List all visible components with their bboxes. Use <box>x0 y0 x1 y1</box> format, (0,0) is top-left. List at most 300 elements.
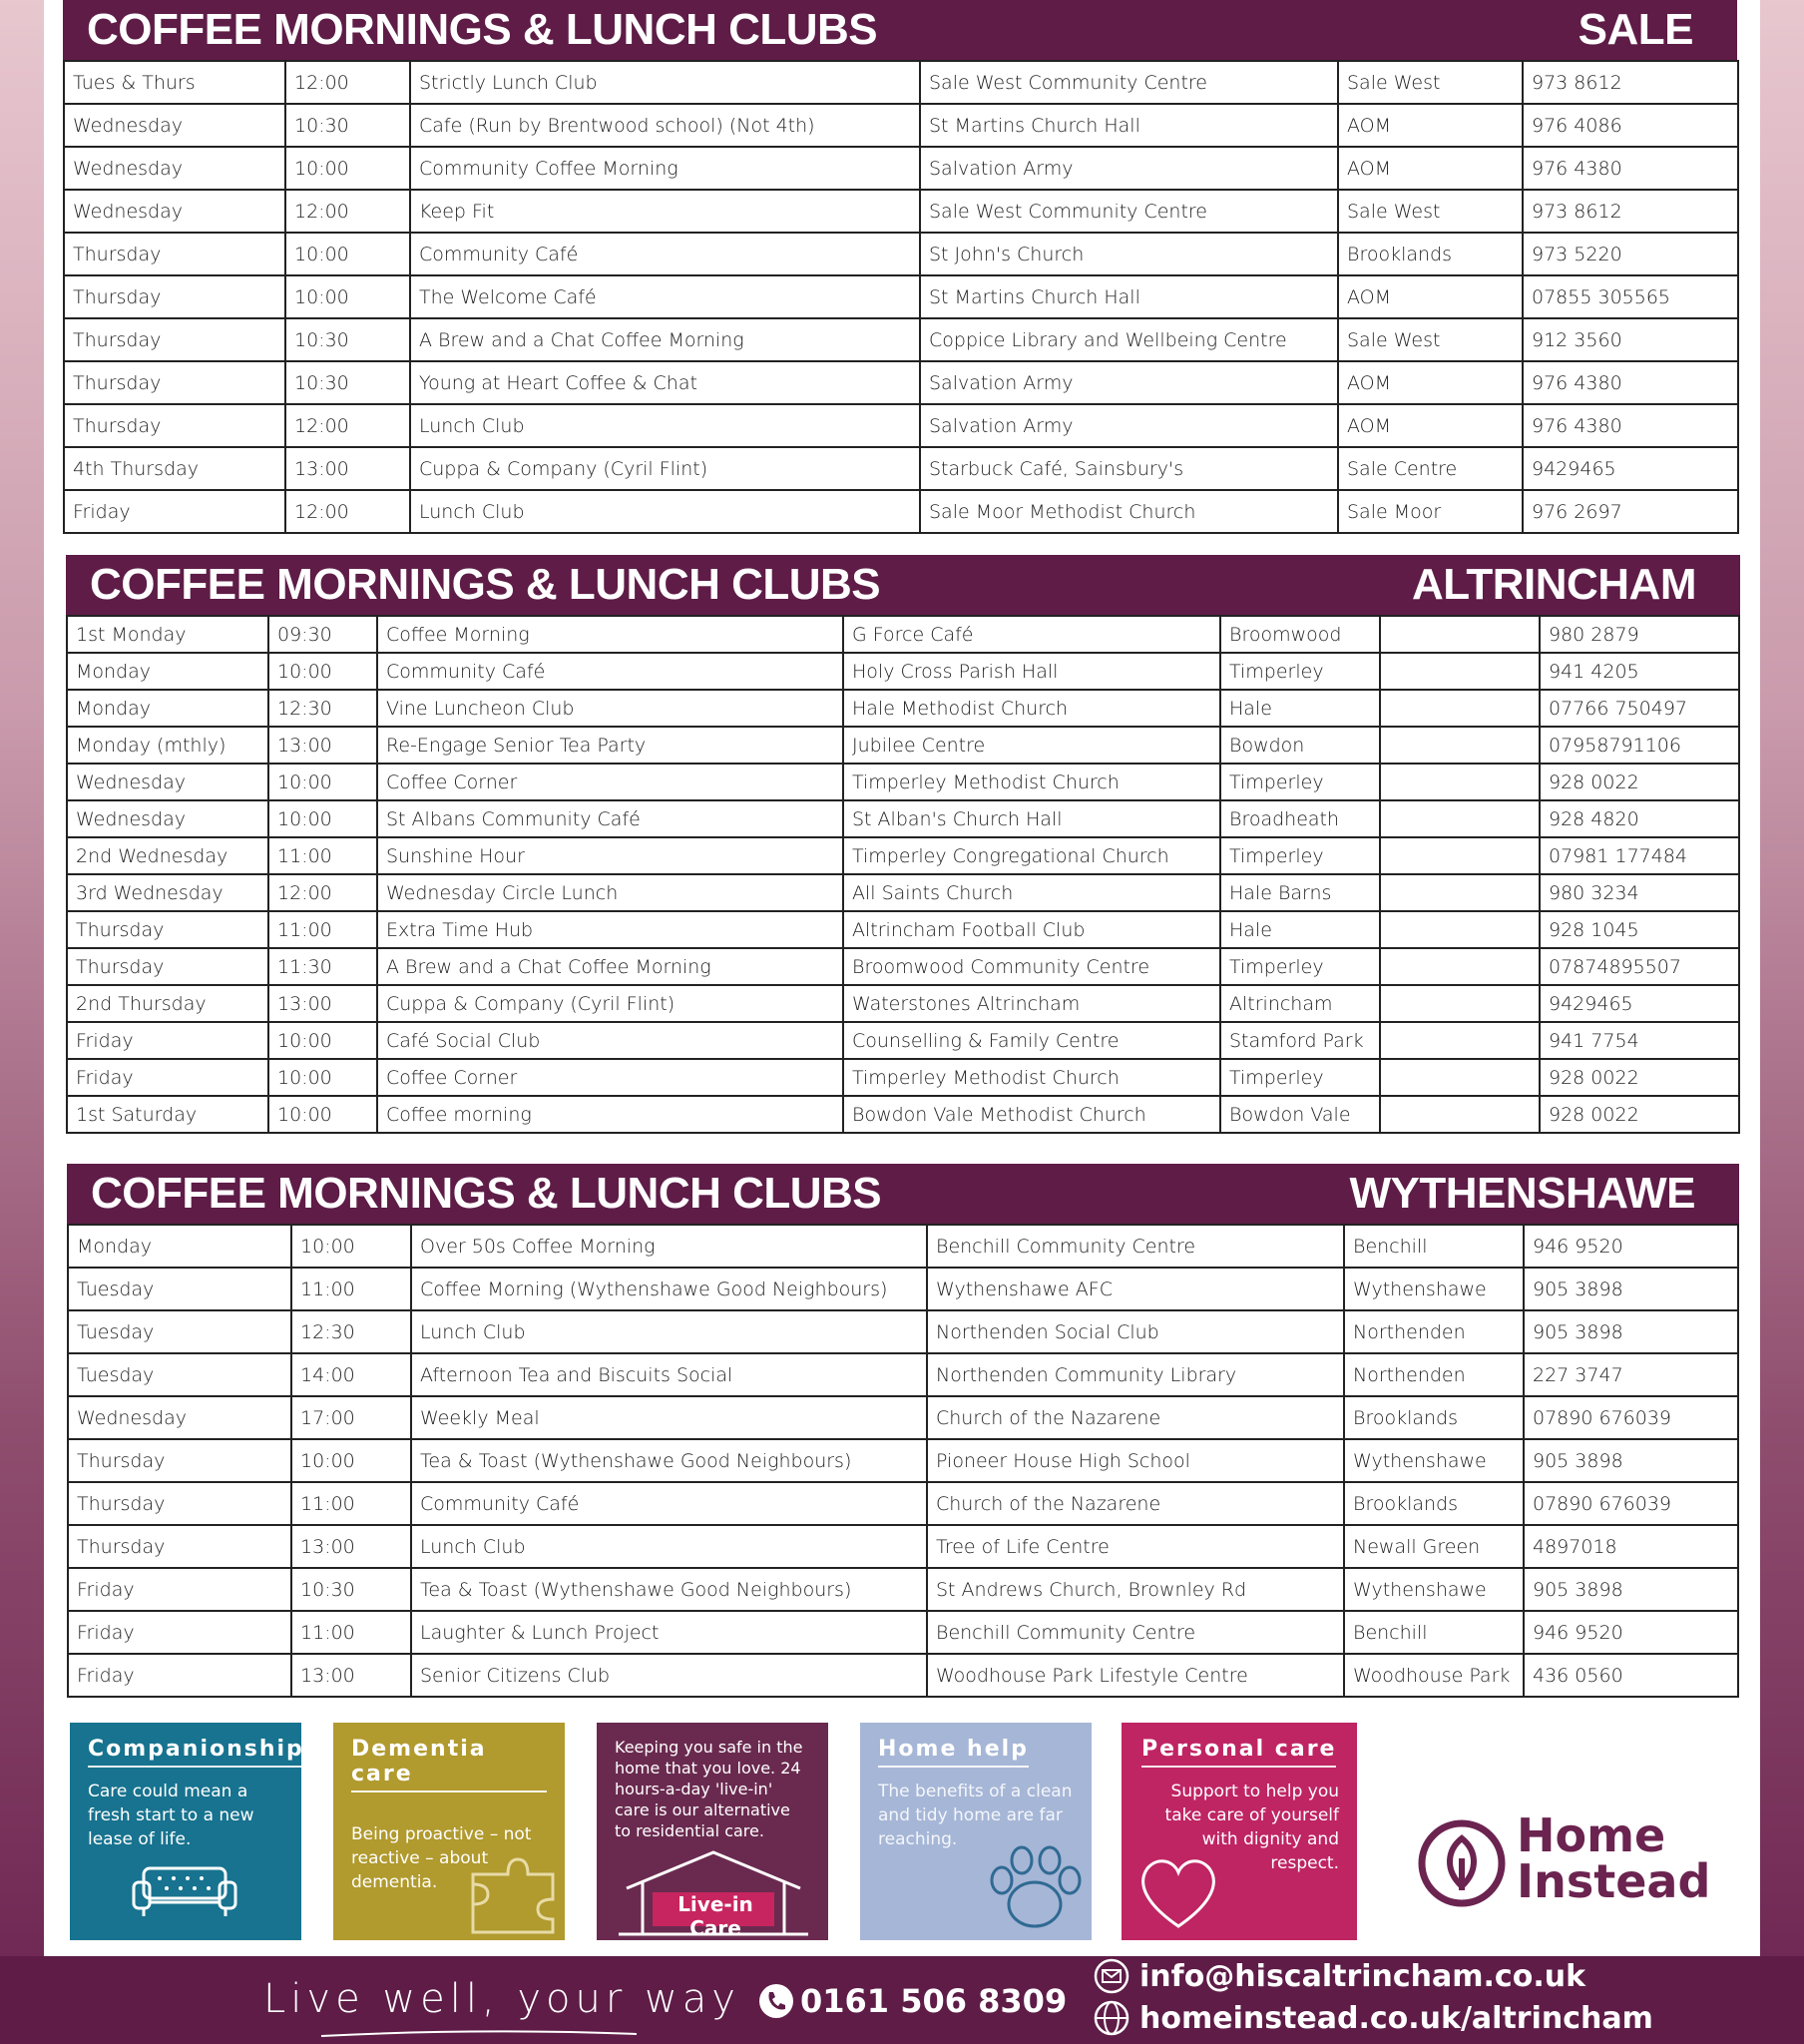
table-cell: Stamford Park <box>1220 1022 1380 1059</box>
table-cell: Broomwood <box>1220 616 1380 653</box>
table-row <box>67 653 1739 690</box>
table-cell: Tree of Life Centre <box>927 1525 1344 1568</box>
table-cell: Café Social Club <box>377 1022 843 1059</box>
table-cell: Benchill Community Centre <box>927 1225 1344 1268</box>
table-row <box>67 837 1739 874</box>
table-cell: 07874895507 <box>1540 948 1739 985</box>
table-cell: 11:00 <box>291 1482 411 1525</box>
table-cell: Weekly Meal <box>411 1396 927 1439</box>
table-cell: Wythenshawe <box>1344 1568 1524 1611</box>
table-cell: 928 1045 <box>1540 911 1739 948</box>
table-cell: Wednesday <box>68 1396 291 1439</box>
section-region: WYTHENSHAWE <box>1349 1169 1695 1218</box>
table-cell: Over 50s Coffee Morning <box>411 1225 927 1268</box>
table-cell: Re-Engage Senior Tea Party <box>377 727 843 764</box>
table-cell: Cuppa & Company (Cyril Flint) <box>377 985 843 1022</box>
table-cell: Sale West <box>1338 61 1523 104</box>
table-cell <box>1380 837 1540 874</box>
table-row <box>68 1525 1738 1568</box>
table-cell: Broadheath <box>1220 800 1380 837</box>
table-cell: Sale Centre <box>1338 447 1523 490</box>
table-row <box>64 404 1738 447</box>
table-cell: 9429465 <box>1540 985 1739 1022</box>
table-cell <box>1380 800 1540 837</box>
table-cell: 4th Thursday <box>64 447 285 490</box>
table-cell: Hale <box>1220 911 1380 948</box>
table-cell: AOM <box>1338 104 1523 147</box>
table-cell: 227 3747 <box>1524 1353 1738 1396</box>
table-cell: 13:00 <box>291 1525 411 1568</box>
table-cell: 9429465 <box>1523 447 1738 490</box>
table-cell: 11:00 <box>291 1611 411 1654</box>
table-cell: Salvation Army <box>920 361 1338 404</box>
table-cell: Northenden Social Club <box>927 1310 1344 1353</box>
table-cell: Newall Green <box>1344 1525 1524 1568</box>
table-cell: Wednesday <box>64 147 285 190</box>
table-cell <box>1380 1022 1540 1059</box>
table-cell: Timperley Methodist Church <box>843 764 1220 800</box>
table-cell: Coffee morning <box>377 1096 843 1133</box>
table-row <box>68 1225 1738 1268</box>
table-cell: All Saints Church <box>843 874 1220 911</box>
sale-table <box>63 60 1739 534</box>
table-row <box>64 447 1738 490</box>
table-cell: Thursday <box>68 1482 291 1525</box>
table-cell <box>1380 1059 1540 1096</box>
table-cell: Salvation Army <box>920 147 1338 190</box>
table-cell <box>1380 948 1540 985</box>
table-cell: Northenden <box>1344 1310 1524 1353</box>
table-cell: Lunch Club <box>411 1525 927 1568</box>
table-cell: Coffee Corner <box>377 1059 843 1096</box>
tulip-icon <box>1417 1818 1507 1908</box>
table-row <box>67 800 1739 837</box>
section-banner <box>63 0 1737 60</box>
card-text: Care could mean a fresh start to a new lease of life. <box>88 1782 254 1849</box>
table-row <box>67 727 1739 764</box>
table-cell: 13:00 <box>268 985 377 1022</box>
card-title: Dementia care <box>351 1737 547 1792</box>
altrincham-table <box>66 615 1740 1134</box>
logo-line2: Instead <box>1517 1854 1711 1908</box>
table-cell: Community Coffee Morning <box>410 147 920 190</box>
page-sheet <box>44 0 1760 1956</box>
table-cell: Monday <box>67 690 268 727</box>
table-cell: 10:00 <box>268 1096 377 1133</box>
table-row <box>64 190 1738 233</box>
table-cell: St John's Church <box>920 233 1338 275</box>
table-cell: Senior Citizens Club <box>411 1654 927 1697</box>
table-row <box>64 61 1738 104</box>
table-cell: Cafe (Run by Brentwood school) (Not 4th) <box>410 104 920 147</box>
table-cell: 928 0022 <box>1540 764 1739 800</box>
table-cell: 13:00 <box>291 1654 411 1697</box>
table-cell: AOM <box>1338 404 1523 447</box>
table-cell: Thursday <box>68 1525 291 1568</box>
table-cell: Coffee Morning <box>377 616 843 653</box>
table-cell: Keep Fit <box>410 190 920 233</box>
table-cell: Sale West Community Centre <box>920 190 1338 233</box>
footer-phone[interactable] <box>758 1982 1067 2020</box>
email-address: info@hiscaltrincham.co.uk <box>1139 1958 1586 1994</box>
table-cell: Wythenshawe AFC <box>927 1268 1344 1310</box>
table-cell: 10:00 <box>291 1439 411 1482</box>
table-cell <box>1380 727 1540 764</box>
section-banner <box>66 555 1740 615</box>
table-cell: 12:00 <box>285 61 410 104</box>
table-cell: 11:00 <box>291 1268 411 1310</box>
table-cell: Wednesday <box>64 190 285 233</box>
section-altrincham <box>66 555 1740 1134</box>
table-row <box>67 911 1739 948</box>
table-cell: Wednesday Circle Lunch <box>377 874 843 911</box>
table-cell: Timperley <box>1220 764 1380 800</box>
table-cell: Strictly Lunch Club <box>410 61 920 104</box>
table-cell: Coffee Corner <box>377 764 843 800</box>
table-cell: Church of the Nazarene <box>927 1482 1344 1525</box>
table-cell: Hale <box>1220 690 1380 727</box>
table-row <box>67 764 1739 800</box>
table-cell: 928 0022 <box>1540 1096 1739 1133</box>
service-cards <box>70 1723 1746 1944</box>
table-cell: 07766 750497 <box>1540 690 1739 727</box>
table-cell: Tuesday <box>68 1268 291 1310</box>
table-row <box>64 147 1738 190</box>
table-cell: Friday <box>67 1022 268 1059</box>
table-cell: A Brew and a Chat Coffee Morning <box>377 948 843 985</box>
home-instead-logo <box>1417 1808 1746 1912</box>
table-cell: 10:30 <box>285 104 410 147</box>
table-cell: Holy Cross Parish Hall <box>843 653 1220 690</box>
table-cell: 11:30 <box>268 948 377 985</box>
table-cell: Lunch Club <box>410 404 920 447</box>
table-cell: Friday <box>67 1059 268 1096</box>
table-row <box>67 948 1739 985</box>
table-row <box>64 275 1738 318</box>
table-cell: Timperley <box>1220 837 1380 874</box>
table-cell: Thursday <box>67 948 268 985</box>
table-cell: St Martins Church Hall <box>920 104 1338 147</box>
table-row <box>64 318 1738 361</box>
table-cell: Brooklands <box>1338 233 1523 275</box>
section-region: ALTRINCHAM <box>1411 560 1696 609</box>
table-cell: Thursday <box>64 404 285 447</box>
table-cell: 946 9520 <box>1524 1225 1738 1268</box>
table-cell: AOM <box>1338 275 1523 318</box>
table-cell: 12:00 <box>268 874 377 911</box>
table-cell: Community Café <box>410 233 920 275</box>
table-cell <box>1380 1096 1540 1133</box>
table-cell: 10:00 <box>268 800 377 837</box>
table-cell: Friday <box>68 1654 291 1697</box>
table-cell: Tuesday <box>68 1353 291 1396</box>
card-home-help[interactable] <box>860 1723 1092 1940</box>
table-cell: 11:00 <box>268 911 377 948</box>
table-cell: Monday <box>67 653 268 690</box>
table-cell <box>1380 653 1540 690</box>
table-cell: Laughter & Lunch Project <box>411 1611 927 1654</box>
table-cell: Starbuck Café, Sainsbury's <box>920 447 1338 490</box>
table-cell: 13:00 <box>268 727 377 764</box>
table-row <box>68 1396 1738 1439</box>
table-cell: 10:00 <box>268 764 377 800</box>
card-text: Being proactive – not reactive – about dementia. <box>351 1824 532 1892</box>
table-cell: Bowdon Vale <box>1220 1096 1380 1133</box>
table-cell: Friday <box>68 1568 291 1611</box>
table-cell: Young at Heart Coffee & Chat <box>410 361 920 404</box>
table-cell: 912 3560 <box>1523 318 1738 361</box>
table-cell: Broomwood Community Centre <box>843 948 1220 985</box>
table-cell: 07855 305565 <box>1523 275 1738 318</box>
table-cell: 1st Monday <box>67 616 268 653</box>
table-row <box>64 233 1738 275</box>
table-cell: Wednesday <box>67 764 268 800</box>
table-cell: Tea & Toast (Wythenshawe Good Neighbours) <box>411 1568 927 1611</box>
email-icon <box>1094 1958 1129 1994</box>
table-cell: 12:00 <box>285 190 410 233</box>
table-cell: Coffee Morning (Wythenshawe Good Neighbours) <box>411 1268 927 1310</box>
table-cell: 905 3898 <box>1524 1568 1738 1611</box>
section-title: COFFEE MORNINGS & LUNCH CLUBS <box>91 1169 882 1218</box>
table-cell: Timperley <box>1220 1059 1380 1096</box>
table-cell: Northenden <box>1344 1353 1524 1396</box>
footer-website[interactable] <box>1094 2000 1653 2036</box>
table-cell: Salvation Army <box>920 404 1338 447</box>
table-cell: 946 9520 <box>1524 1611 1738 1654</box>
table-cell: 973 5220 <box>1523 233 1738 275</box>
table-row <box>68 1353 1738 1396</box>
table-cell: 973 8612 <box>1523 190 1738 233</box>
table-cell: Pioneer House High School <box>927 1439 1344 1482</box>
table-cell: Counselling & Family Centre <box>843 1022 1220 1059</box>
table-cell: 10:00 <box>268 1022 377 1059</box>
table-cell: Wednesday <box>67 800 268 837</box>
table-cell <box>1380 616 1540 653</box>
card-text: Support to help you take care of yourself with dignity and respect. <box>1164 1782 1339 1873</box>
table-cell: Altrincham <box>1220 985 1380 1022</box>
section-sale <box>63 0 1737 534</box>
table-row <box>67 616 1739 653</box>
table-cell: Sale Moor Methodist Church <box>920 490 1338 533</box>
table-cell: 13:00 <box>285 447 410 490</box>
table-cell: Thursday <box>64 318 285 361</box>
table-cell: Vine Luncheon Club <box>377 690 843 727</box>
table-cell: Thursday <box>64 275 285 318</box>
table-cell: 976 4380 <box>1523 361 1738 404</box>
table-cell: 17:00 <box>291 1396 411 1439</box>
table-cell: Friday <box>68 1611 291 1654</box>
table-cell: 2nd Thursday <box>67 985 268 1022</box>
section-banner <box>67 1164 1739 1224</box>
globe-icon <box>1094 2000 1129 2036</box>
table-cell: 905 3898 <box>1524 1439 1738 1482</box>
table-cell: Thursday <box>64 233 285 275</box>
footer-tagline: Live well, your way <box>263 1976 740 2022</box>
card-title: Personal care <box>1141 1737 1336 1768</box>
table-cell: A Brew and a Chat Coffee Morning <box>410 318 920 361</box>
table-cell: 10:00 <box>285 147 410 190</box>
table-cell: Community Café <box>377 653 843 690</box>
table-cell: 980 2879 <box>1540 616 1739 653</box>
website-url: homeinstead.co.uk/altrincham <box>1139 2000 1653 2036</box>
table-cell: 10:30 <box>291 1568 411 1611</box>
footer-email[interactable] <box>1094 1958 1585 1994</box>
table-cell: 436 0560 <box>1524 1654 1738 1697</box>
table-cell: Woodhouse Park Lifestyle Centre <box>927 1654 1344 1697</box>
table-cell: 976 2697 <box>1523 490 1738 533</box>
table-cell: Sale West <box>1338 190 1523 233</box>
table-row <box>67 690 1739 727</box>
table-cell: 07890 676039 <box>1524 1396 1738 1439</box>
table-cell: 1st Saturday <box>67 1096 268 1133</box>
table-cell: 905 3898 <box>1524 1310 1738 1353</box>
table-cell: The Welcome Café <box>410 275 920 318</box>
table-cell: 976 4380 <box>1523 147 1738 190</box>
table-cell: Wythenshawe <box>1344 1439 1524 1482</box>
table-row <box>68 1439 1738 1482</box>
table-cell: Sale Moor <box>1338 490 1523 533</box>
live-in-care-badge: Live-in Care <box>677 1892 753 1940</box>
table-cell: St Albans Community Café <box>377 800 843 837</box>
table-row <box>67 1059 1739 1096</box>
table-cell: 07981 177484 <box>1540 837 1739 874</box>
table-cell: Friday <box>64 490 285 533</box>
footer <box>0 1956 1804 2044</box>
table-cell: 12:00 <box>285 490 410 533</box>
table-row <box>68 1654 1738 1697</box>
tagline-swash <box>319 2026 639 2040</box>
table-cell: Timperley Congregational Church <box>843 837 1220 874</box>
table-cell: Tues & Thurs <box>64 61 285 104</box>
table-cell: Benchill Community Centre <box>927 1611 1344 1654</box>
table-cell: 905 3898 <box>1524 1268 1738 1310</box>
table-row <box>64 104 1738 147</box>
table-cell <box>1380 874 1540 911</box>
table-cell: Thursday <box>64 361 285 404</box>
table-row <box>67 985 1739 1022</box>
heart-icon <box>1133 1852 1223 1932</box>
phone-number: 0161 506 8309 <box>800 1982 1068 2020</box>
table-cell: G Force Café <box>843 616 1220 653</box>
table-cell: Brooklands <box>1344 1482 1524 1525</box>
table-cell: Afternoon Tea and Biscuits Social <box>411 1353 927 1396</box>
table-cell: Monday <box>68 1225 291 1268</box>
table-cell: Hale Methodist Church <box>843 690 1220 727</box>
table-cell: 928 0022 <box>1540 1059 1739 1096</box>
table-cell: Tuesday <box>68 1310 291 1353</box>
card-text: The benefits of a clean and tidy home are far reaching. <box>878 1782 1073 1849</box>
table-cell: 10:00 <box>285 233 410 275</box>
table-cell: 4897018 <box>1524 1525 1738 1568</box>
table-row <box>68 1268 1738 1310</box>
table-cell: 10:00 <box>291 1225 411 1268</box>
table-cell: Sale West <box>1338 318 1523 361</box>
puzzle-icon <box>463 1844 563 1934</box>
table-cell: 941 7754 <box>1540 1022 1739 1059</box>
table-cell: St Alban's Church Hall <box>843 800 1220 837</box>
table-cell: Monday (mthly) <box>67 727 268 764</box>
table-cell: Wednesday <box>64 104 285 147</box>
card-companionship[interactable] <box>70 1723 304 1940</box>
table-cell: 973 8612 <box>1523 61 1738 104</box>
table-cell: 980 3234 <box>1540 874 1739 911</box>
table-cell: Waterstones Altrincham <box>843 985 1220 1022</box>
phone-icon <box>758 1983 794 2019</box>
paw-icon <box>980 1834 1090 1934</box>
table-cell: 14:00 <box>291 1353 411 1396</box>
table-cell: AOM <box>1338 361 1523 404</box>
card-text: Keeping you safe in the home that you love. 24 hours-a-day 'live-in' care is our alternative to residential care. <box>615 1738 803 1840</box>
table-row <box>64 490 1738 533</box>
table-cell: 12:00 <box>285 404 410 447</box>
table-cell: Northenden Community Library <box>927 1353 1344 1396</box>
table-cell: Timperley <box>1220 653 1380 690</box>
table-row <box>68 1611 1738 1654</box>
table-cell: 10:30 <box>285 361 410 404</box>
table-row <box>68 1568 1738 1611</box>
section-title: COFFEE MORNINGS & LUNCH CLUBS <box>90 560 881 609</box>
table-cell: 12:30 <box>291 1310 411 1353</box>
table-cell: 941 4205 <box>1540 653 1739 690</box>
table-cell: Altrincham Football Club <box>843 911 1220 948</box>
table-cell: 976 4086 <box>1523 104 1738 147</box>
card-dementia-care[interactable] <box>333 1723 565 1940</box>
table-cell: Timperley Methodist Church <box>843 1059 1220 1096</box>
table-cell: Thursday <box>67 911 268 948</box>
table-cell: 09:30 <box>268 616 377 653</box>
table-cell: St Andrews Church, Brownley Rd <box>927 1568 1344 1611</box>
table-cell: Bowdon Vale Methodist Church <box>843 1096 1220 1133</box>
table-cell <box>1380 690 1540 727</box>
table-cell <box>1380 985 1540 1022</box>
table-cell: Brooklands <box>1344 1396 1524 1439</box>
table-cell: Hale Barns <box>1220 874 1380 911</box>
table-cell: 10:00 <box>268 653 377 690</box>
section-region: SALE <box>1578 5 1693 54</box>
card-title: Companionship <box>88 1737 304 1768</box>
table-row <box>67 1022 1739 1059</box>
table-cell <box>1380 764 1540 800</box>
table-cell: 12:30 <box>268 690 377 727</box>
table-cell: Timperley <box>1220 948 1380 985</box>
section-title: COFFEE MORNINGS & LUNCH CLUBS <box>87 5 878 54</box>
table-cell: Sale West Community Centre <box>920 61 1338 104</box>
table-cell: Coppice Library and Wellbeing Centre <box>920 318 1338 361</box>
table-cell: Wythenshawe <box>1344 1268 1524 1310</box>
table-cell: Sunshine Hour <box>377 837 843 874</box>
table-cell: Thursday <box>68 1439 291 1482</box>
table-cell: Benchill <box>1344 1611 1524 1654</box>
card-personal-care[interactable] <box>1122 1723 1357 1940</box>
table-cell: 2nd Wednesday <box>67 837 268 874</box>
table-cell: Jubilee Centre <box>843 727 1220 764</box>
table-cell: 928 4820 <box>1540 800 1739 837</box>
table-cell: Bowdon <box>1220 727 1380 764</box>
table-row <box>64 361 1738 404</box>
card-live-in-care[interactable] <box>597 1723 828 1940</box>
table-cell: 976 4380 <box>1523 404 1738 447</box>
card-title: Home help <box>878 1737 1029 1768</box>
table-cell <box>1380 911 1540 948</box>
logo-line1: Home <box>1517 1808 1666 1862</box>
section-wythenshawe <box>67 1164 1739 1698</box>
table-cell: 07890 676039 <box>1524 1482 1738 1525</box>
table-cell: Woodhouse Park <box>1344 1654 1524 1697</box>
table-cell: Cuppa & Company (Cyril Flint) <box>410 447 920 490</box>
table-cell: 3rd Wednesday <box>67 874 268 911</box>
table-row <box>68 1310 1738 1353</box>
table-row <box>67 1096 1739 1133</box>
